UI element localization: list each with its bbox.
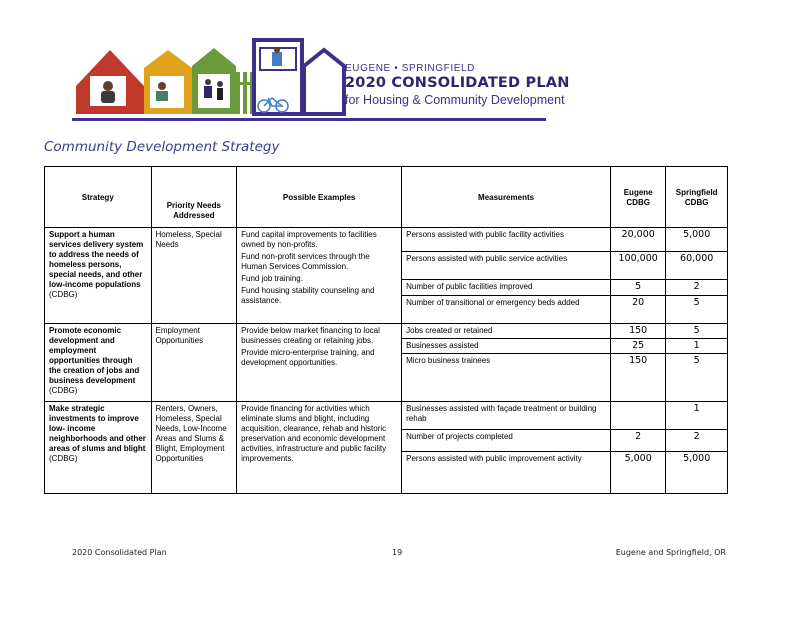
header-examples: Possible Examples [237, 167, 402, 228]
strategy-text: Promote economic development and employment opportunities through the creation of jobs and business development [49, 326, 140, 385]
measurement-cell: Businesses assisted [402, 339, 611, 354]
measurement-cell: Number of projects completed [402, 430, 611, 452]
eugene-value: 5,000 [611, 452, 666, 494]
eugene-value: 20 [611, 296, 666, 324]
example-item: Fund non-profit services through the Human Services Commission. [241, 252, 370, 271]
purple-house-shape [304, 50, 344, 114]
strategy-text: Support a human services delivery system to address the needs of homeless persons, special needs, and other low-income populations [49, 230, 144, 289]
springfield-value: 5 [666, 324, 728, 339]
eugene-value [611, 402, 666, 430]
examples-cell [237, 324, 402, 402]
header-springfield: Springfield CDBG [666, 167, 728, 228]
table-header-row [45, 167, 728, 228]
example-item: Fund capital improvements to facilities owned by non-profits. [241, 230, 377, 249]
brand-title: 2020 CONSOLIDATED PLAN [345, 75, 570, 91]
eugene-value: 25 [611, 339, 666, 354]
table-row [45, 402, 728, 430]
fence-shape [236, 72, 254, 114]
strategy-cell [45, 324, 152, 402]
priority-cell: Employment Opportunities [151, 324, 237, 402]
springfield-value: 2 [666, 280, 728, 296]
header-measurements: Measurements [402, 167, 611, 228]
measurement-cell: Persons assisted with public improvement activity [402, 452, 611, 494]
springfield-value: 5 [666, 354, 728, 402]
springfield-value: 5,000 [666, 228, 728, 252]
springfield-value: 1 [666, 402, 728, 430]
header-priority: Priority Needs Addressed [151, 167, 237, 228]
priority-cell: Homeless, Special Needs [151, 228, 237, 324]
springfield-value: 5,000 [666, 452, 728, 494]
table-row [45, 324, 728, 339]
strategy-tag: (CDBG) [49, 386, 78, 395]
strategy-cell [45, 402, 152, 494]
footer-right: Eugene and Springfield, OR [615, 548, 726, 557]
footer-page-number: 19 [392, 548, 403, 557]
header-strategy: Strategy [45, 167, 152, 228]
measurement-cell: Persons assisted with public service activities [402, 252, 611, 280]
measurement-cell: Businesses assisted with façade treatment or building rehab [402, 402, 611, 430]
priority-cell: Renters, Owners, Homeless, Special Needs, Low-Income Areas and Slums & Blight, Employment Opportunities [151, 402, 237, 494]
springfield-value: 60,000 [666, 252, 728, 280]
brand-cities: EUGENE • SPRINGFIELD [345, 63, 475, 74]
example-item: Provide below market financing to local businesses creating or retaining jobs. [241, 326, 380, 345]
examples-cell [237, 228, 402, 324]
strategy-table [44, 166, 728, 494]
measurement-cell: Micro business trainees [402, 354, 611, 402]
header-eugene: Eugene CDBG [611, 167, 666, 228]
measurement-cell: Number of public facilities improved [402, 280, 611, 296]
brand-subtitle: for Housing & Community Development [345, 93, 565, 107]
measurement-cell: Persons assisted with public facility activities [402, 228, 611, 252]
strategy-cell [45, 228, 152, 324]
eugene-value: 20,000 [611, 228, 666, 252]
example-item: Fund job training. [241, 274, 303, 283]
table-row [45, 228, 728, 252]
eugene-value: 100,000 [611, 252, 666, 280]
springfield-value: 1 [666, 339, 728, 354]
example-item: Provide micro-enterprise training, and development opportunities. [241, 348, 375, 367]
example-item: Provide financing for activities which eliminate slums and blight, including acquisition, clearance, rehab and historic preservation and economic development activities, infrastructure and public facility improvements. [241, 404, 387, 463]
footer-left: 2020 Consolidated Plan [72, 548, 167, 557]
eugene-value: 5 [611, 280, 666, 296]
measurement-cell: Number of transitional or emergency beds added [402, 296, 611, 324]
strategy-tag: (CDBG) [49, 454, 78, 463]
bicycle-shape [258, 98, 288, 112]
springfield-value: 5 [666, 296, 728, 324]
eugene-value: 150 [611, 324, 666, 339]
strategy-text: Make strategic investments to improve low- income neighborhoods and other areas of slums and blight [49, 404, 146, 453]
example-item: Fund housing stability counseling and assistance. [241, 286, 375, 305]
eugene-value: 150 [611, 354, 666, 402]
examples-cell [237, 402, 402, 494]
logo-baseline [72, 118, 546, 121]
strategy-tag: (CDBG) [49, 290, 78, 299]
springfield-value: 2 [666, 430, 728, 452]
section-title: Community Development Strategy [44, 139, 280, 155]
eugene-value: 2 [611, 430, 666, 452]
measurement-cell: Jobs created or retained [402, 324, 611, 339]
